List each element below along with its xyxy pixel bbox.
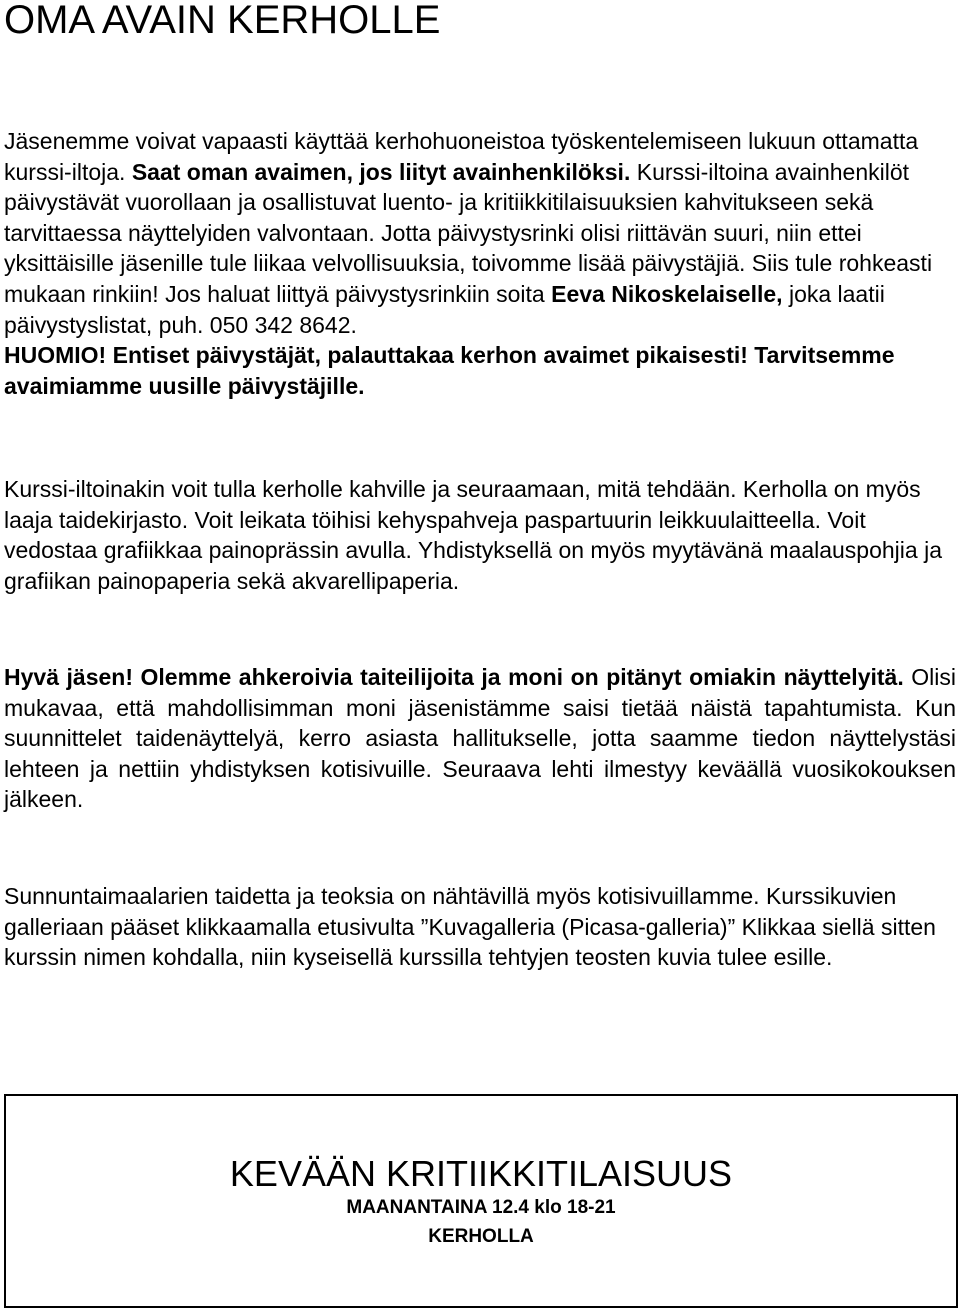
bold-text: Hyvä jäsen! Olemme ahkeroivia taiteilijoita ja moni on pitänyt omiakin näyttelyitä. [4, 664, 904, 690]
paragraph-exhibitions [4, 662, 956, 815]
bold-text: Saat oman avaimen, jos liityt avainhenkilöksi. [131, 158, 631, 185]
paragraph-gallery: Sunnuntaimaalarien taidetta ja teoksia on nähtävillä myös kotisivuillamme. Kurssikuvien galleriaan pääset klikkaamalla etusivulta ”Kuvagalleria (Picasa-galleria)” Klikkaa siellä sitten kurssin nimen kohdalla, niin kyseisellä kurssilla tehtyjen teosten kuvia tulee esille. [4, 883, 936, 971]
event-box [4, 1094, 958, 1308]
text: joka laatii päivystyslistat, puh. 050 342 8642. [4, 280, 885, 338]
paragraph-key-info [4, 126, 956, 401]
event-title: KEVÄÄN KRITIIKKITILAISUUS [229, 1153, 733, 1194]
notice-text: HUOMIO! Entiset päivystäjät, palauttakaa kerhon avaimet pikaisesti! Tarvitsemme avaimiamme uusille päivystäjille. [4, 342, 895, 399]
page [4, 0, 956, 1310]
text: Olisi mukavaa, että mahdollisimman moni jäsenistämme saisi tietää näistä tapahtumista. Kun suunnittelet taidenäyttelyä, kerro asiasta hallitukselle, jotta saamme tiedon näyttelystäsi lehteen ja nettiin yhdistyksen kotisivuille. Seuraava lehti ilmestyy keväällä vuosikokouksen jälkeen. [4, 664, 956, 813]
text: Kurssi-iltoina avainhenkilöt päivystävät vuorollaan ja osallistuvat luento- ja kritiikkitilaisuuksien kahvitukseen sekä tarvittaessa näyttelyiden valvontaan. Jotta päivystysrinki olisi riittävän suuri, niin ettei yksittäisille jäsenille tule liikaa velvollisuuksia, toivomme lisää päivystäjiä. Siis tule rohkeasti mukaan rinkiin! Jos haluat liittyä päivystysrinkiin soita [4, 158, 933, 307]
page-title: OMA AVAIN KERHOLLE [4, 0, 441, 42]
contact-name: Eeva Nikoskelaiselle, [551, 280, 783, 307]
event-date: MAANANTAINA 12.4 klo 18-21 [346, 1197, 616, 1218]
text: Jäsenemme voivat vapaasti käyttää kerhohuoneistoa työskentelemiseen lukuun ottamatta kurssi-iltoja. [4, 128, 919, 185]
event-location: KERHOLLA [428, 1226, 534, 1247]
paragraph-club-services: Kurssi-iltoinakin voit tulla kerholle kahville ja seuraamaan, mitä tehdään. Kerholla on myös laaja taidekirjasto. Voit leikata töihisi kehyspahveja paspartuurin leikkuulaitteella. Voit vedostaa grafiikkaa painoprässin avulla. Yhdistyksellä on myös myytävänä maalauspohjia ja grafiikan painopaperia sekä akvarellipaperia. [4, 476, 942, 594]
